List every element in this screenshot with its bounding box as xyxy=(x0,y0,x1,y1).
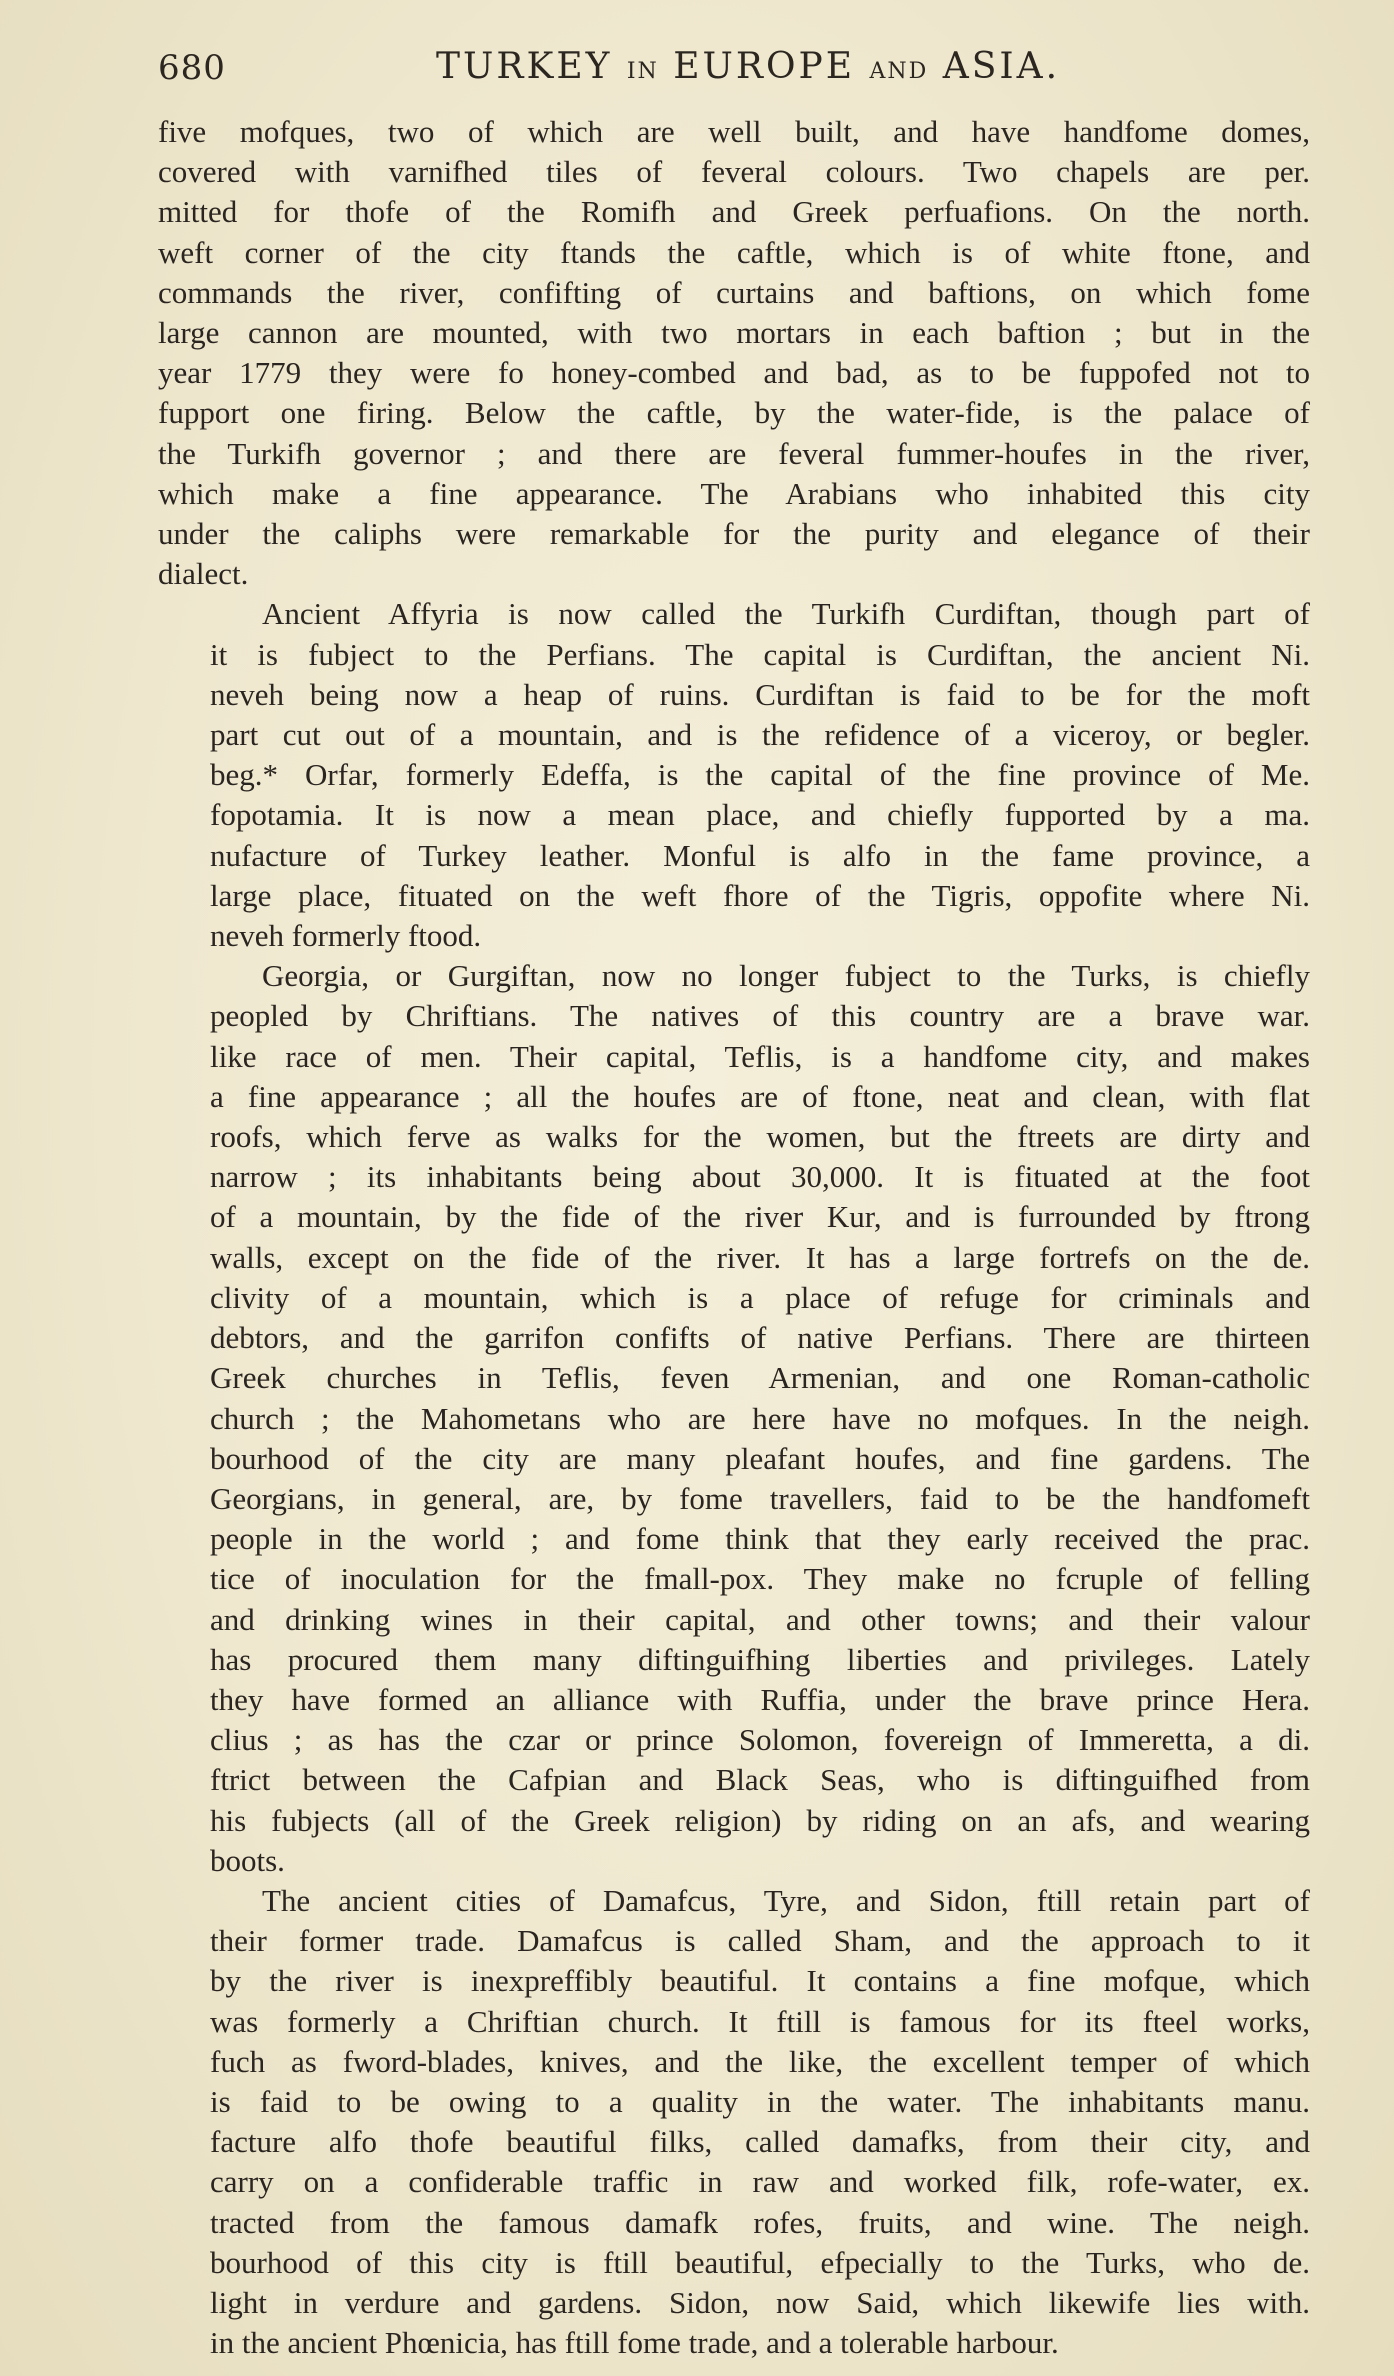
text-line: bourhood of the city are many pleafant houfes, and fine gardens. The xyxy=(210,1440,1310,1476)
text-line: carry on a confiderable traffic in raw and worked filk, rofe-water, ex. xyxy=(210,2164,1310,2200)
text-line: bourhood of this city is ftill beautiful, efpecially to the Turks, who de. xyxy=(210,2244,1310,2280)
text-line: facture alfo thofe beautiful filks, called damafks, from their city, and xyxy=(210,2124,1310,2160)
text-line: fopotamia. It is now a mean place, and chiefly fupported by a ma. xyxy=(210,797,1310,833)
text-line: Georgia, or Gurgiftan, now no longer fubject to the Turks, is chiefly xyxy=(262,958,1310,994)
text-line: fupport one firing. Below the caftle, by the water-fide, is the palace of xyxy=(158,395,1310,431)
text-line: tracted from the famous damafk rofes, fruits, and wine. The neigh. xyxy=(210,2204,1310,2240)
text-line: large cannon are mounted, with two mortars in each baftion ; but in the xyxy=(158,315,1310,351)
text-line: was formerly a Chriftian church. It ftill is famous for its fteel works, xyxy=(210,2003,1310,2039)
text-line: neveh formerly ftood. xyxy=(210,918,482,954)
text-line: clivity of a mountain, which is a place of refuge for criminals and xyxy=(210,1279,1310,1315)
text-line: is faid to be owing to a quality in the water. The inhabitants manu. xyxy=(210,2083,1310,2119)
text-line: five mofques, two of which are well built, and have handfome domes, xyxy=(158,114,1310,149)
paragraph xyxy=(158,112,1310,594)
text-line: Greek churches in Teflis, feven Armenian, and one Roman-catholic xyxy=(210,1360,1310,1396)
text-line: tice of inoculation for the fmall-pox. They make no fcruple of felling xyxy=(210,1561,1310,1597)
text-line: has procured them many diftinguifhing liberties and privileges. Lately xyxy=(210,1641,1310,1677)
text-line: a fine appearance ; all the houfes are of ftone, neat and clean, with flat xyxy=(210,1078,1310,1114)
text-line: narrow ; its inhabitants being about 30,000. It is fituated at the foot xyxy=(210,1159,1310,1195)
text-line: by the river is inexpreffibly beautiful. It contains a fine mofque, which xyxy=(210,1963,1310,1999)
text-line: large place, fituated on the weft fhore of the Tigris, oppofite where Ni. xyxy=(210,877,1310,913)
text-line: in the ancient Phœnicia, has ftill fome trade, and a tolerable harbour. xyxy=(210,2325,1059,2361)
text-line: Georgians, in general, are, by fome travellers, faid to be the handfomeft xyxy=(210,1480,1310,1516)
text-line: of a mountain, by the fide of the river Kur, and is furrounded by ftrong xyxy=(210,1199,1310,1235)
text-line: year 1779 they were fo honey-combed and bad, as to be fuppofed not to xyxy=(158,355,1310,391)
text-line: ftrict between the Cafpian and Black Seas, who is diftinguifhed from xyxy=(210,1762,1310,1798)
paragraph xyxy=(158,594,1310,956)
text-line: their former trade. Damafcus is called Sham, and the approach to it xyxy=(210,1923,1310,1959)
text-line: weft corner of the city ftands the caftle, which is of white ftone, and xyxy=(158,234,1310,270)
text-line: neveh being now a heap of ruins. Curdiftan is faid to be for the moft xyxy=(210,676,1310,712)
text-line: it is fubject to the Perfians. The capital is Curdiftan, the ancient Ni. xyxy=(210,636,1310,672)
text-line: nufacture of Turkey leather. Monful is alfo in the fame province, a xyxy=(210,837,1310,873)
text-line: like race of men. Their capital, Teflis, is a handfome city, and makes xyxy=(210,1038,1310,1074)
text-line: boots. xyxy=(210,1842,285,1878)
text-line: debtors, and the garrifon confifts of native Perfians. There are thirteen xyxy=(210,1320,1310,1356)
title-word-in: IN xyxy=(626,59,659,84)
paragraph xyxy=(158,956,1310,1881)
text-line: and drinking wines in their capital, and other towns; and their valour xyxy=(210,1601,1310,1637)
text-line: beg.* Orfar, formerly Edeffa, is the capital of the fine province of Me. xyxy=(210,757,1310,793)
text-line: peopled by Chriftians. The natives of this country are a brave war. xyxy=(210,998,1310,1034)
text-line: church ; the Mahometans who are here have no mofques. In the neigh. xyxy=(210,1400,1310,1436)
text-line: which make a fine appearance. The Arabians who inhabited this city xyxy=(158,475,1310,511)
text-line: commands the river, confifting of curtains and baftions, on which fome xyxy=(158,274,1310,310)
body-text xyxy=(158,112,1310,2363)
text-line: light in verdure and gardens. Sidon, now Said, which likewife lies with. xyxy=(210,2284,1310,2320)
text-line: under the caliphs were remarkable for the purity and elegance of their xyxy=(158,516,1310,552)
running-title xyxy=(436,46,1060,87)
text-line: people in the world ; and fome think that they early received the prac. xyxy=(210,1521,1310,1557)
text-line: walls, except on the fide of the river. It has a large fortrefs on the de. xyxy=(210,1239,1310,1275)
title-word-turkey: TURKEY xyxy=(436,46,613,87)
text-line: they have formed an alliance with Ruffia, under the brave prince Hera. xyxy=(210,1681,1310,1717)
title-word-and: AND xyxy=(869,59,929,84)
paragraph xyxy=(158,1881,1310,2363)
text-line: covered with varnifhed tiles of feveral colours. Two chapels are per. xyxy=(158,154,1310,190)
text-line: Ancient Affyria is now called the Turkifh Curdiftan, though part of xyxy=(262,596,1310,632)
text-line: dialect. xyxy=(158,556,249,592)
title-word-europe: EUROPE xyxy=(673,46,856,87)
text-line: his fubjects (all of the Greek religion) by riding on an afs, and wearing xyxy=(210,1802,1310,1838)
text-line: clius ; as has the czar or prince Solomon, fovereign of Immeretta, a di. xyxy=(210,1722,1310,1758)
text-line: The ancient cities of Damafcus, Tyre, and Sidon, ftill retain part of xyxy=(262,1882,1310,1918)
text-line: mitted for thofe of the Romifh and Greek perfuafions. On the north. xyxy=(158,194,1310,230)
title-word-asia: ASIA. xyxy=(942,46,1061,87)
text-line: the Turkifh governor ; and there are feveral fummer-houfes in the river, xyxy=(158,435,1310,471)
text-line: part cut out of a mountain, and is the refidence of a viceroy, or begler. xyxy=(210,717,1310,753)
text-line: roofs, which ferve as walks for the women, but the ftreets are dirty and xyxy=(210,1119,1310,1155)
text-line: fuch as fword-blades, knives, and the like, the excellent temper of which xyxy=(210,2043,1310,2079)
running-header xyxy=(158,42,1318,98)
page-number: 680 xyxy=(158,48,226,88)
